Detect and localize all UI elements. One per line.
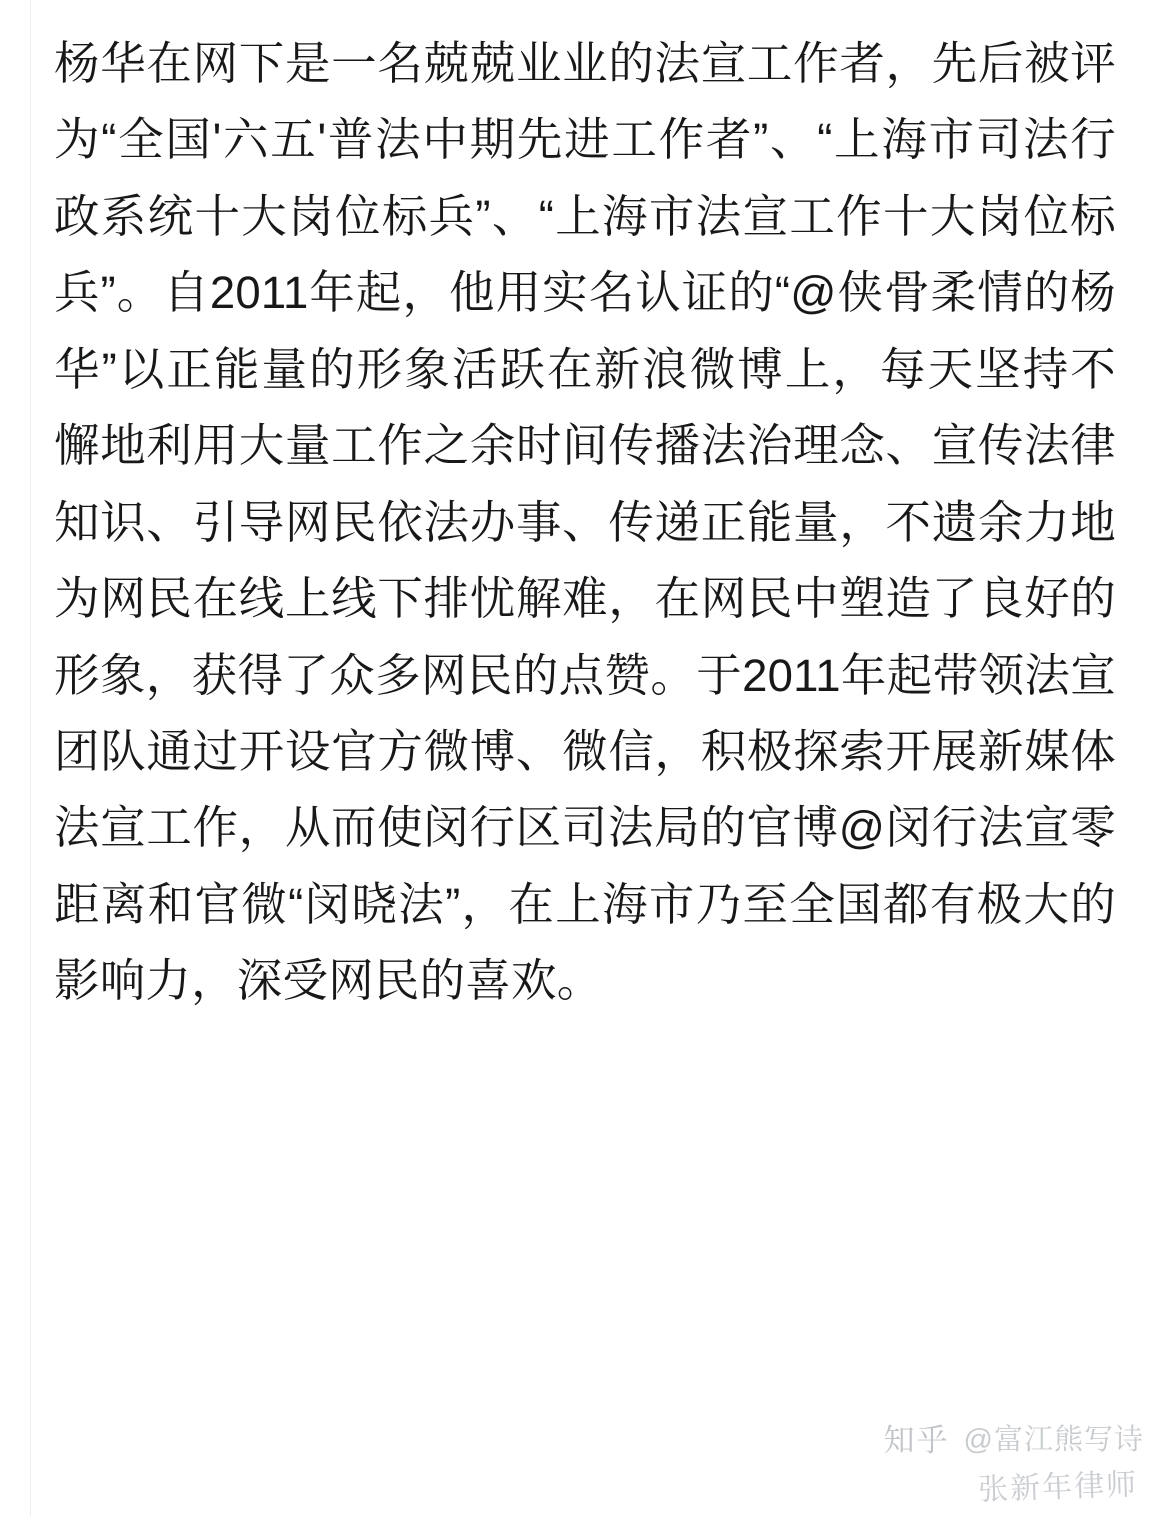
paragraph-text-after-highlight: ”以正能量的形象活跃在新浪微博上，每天坚持不懈地利用大量工作之余时间传播法治理念、宣传法律知识、引导网民依法办事、传递正能量，不遗余力地为网民在线上线下排忧解难，在网民中塑造了良好的形象，获得了众多网民的点赞。于2011年起带领法宣团队通过开设官方微博、微信，积极探索开展新媒体法宣工作，从而使闵行区司法局的官博@闵行法宣零距离和官微“闵晓法”，在上海市乃至全国都有极大的影响力，深受网民的喜欢。 xyxy=(54,343,1116,1007)
watermark-brand-label: 知乎 xyxy=(883,1423,950,1458)
page-left-rule xyxy=(30,0,31,1516)
watermark xyxy=(884,1415,1144,1460)
highlighted-weibo-handle: @侠骨柔情的杨华 xyxy=(54,267,1116,395)
article-paragraph xyxy=(54,26,1116,1020)
watermark-stamp-label: 张新年律师 xyxy=(977,1468,1139,1507)
watermark-username-label: @富江熊写诗 xyxy=(963,1424,1144,1456)
article-container xyxy=(54,26,1116,1020)
paragraph-text-before-highlight: 杨华在网下是一名兢兢业业的法宣工作者，先后被评为“全国'六五'普法中期先进工作者”、“上海市司法行政系统十大岗位标兵”、“上海市法宣工作十大岗位标兵”。自2011年起，他用实名认证的“ xyxy=(54,38,1116,319)
